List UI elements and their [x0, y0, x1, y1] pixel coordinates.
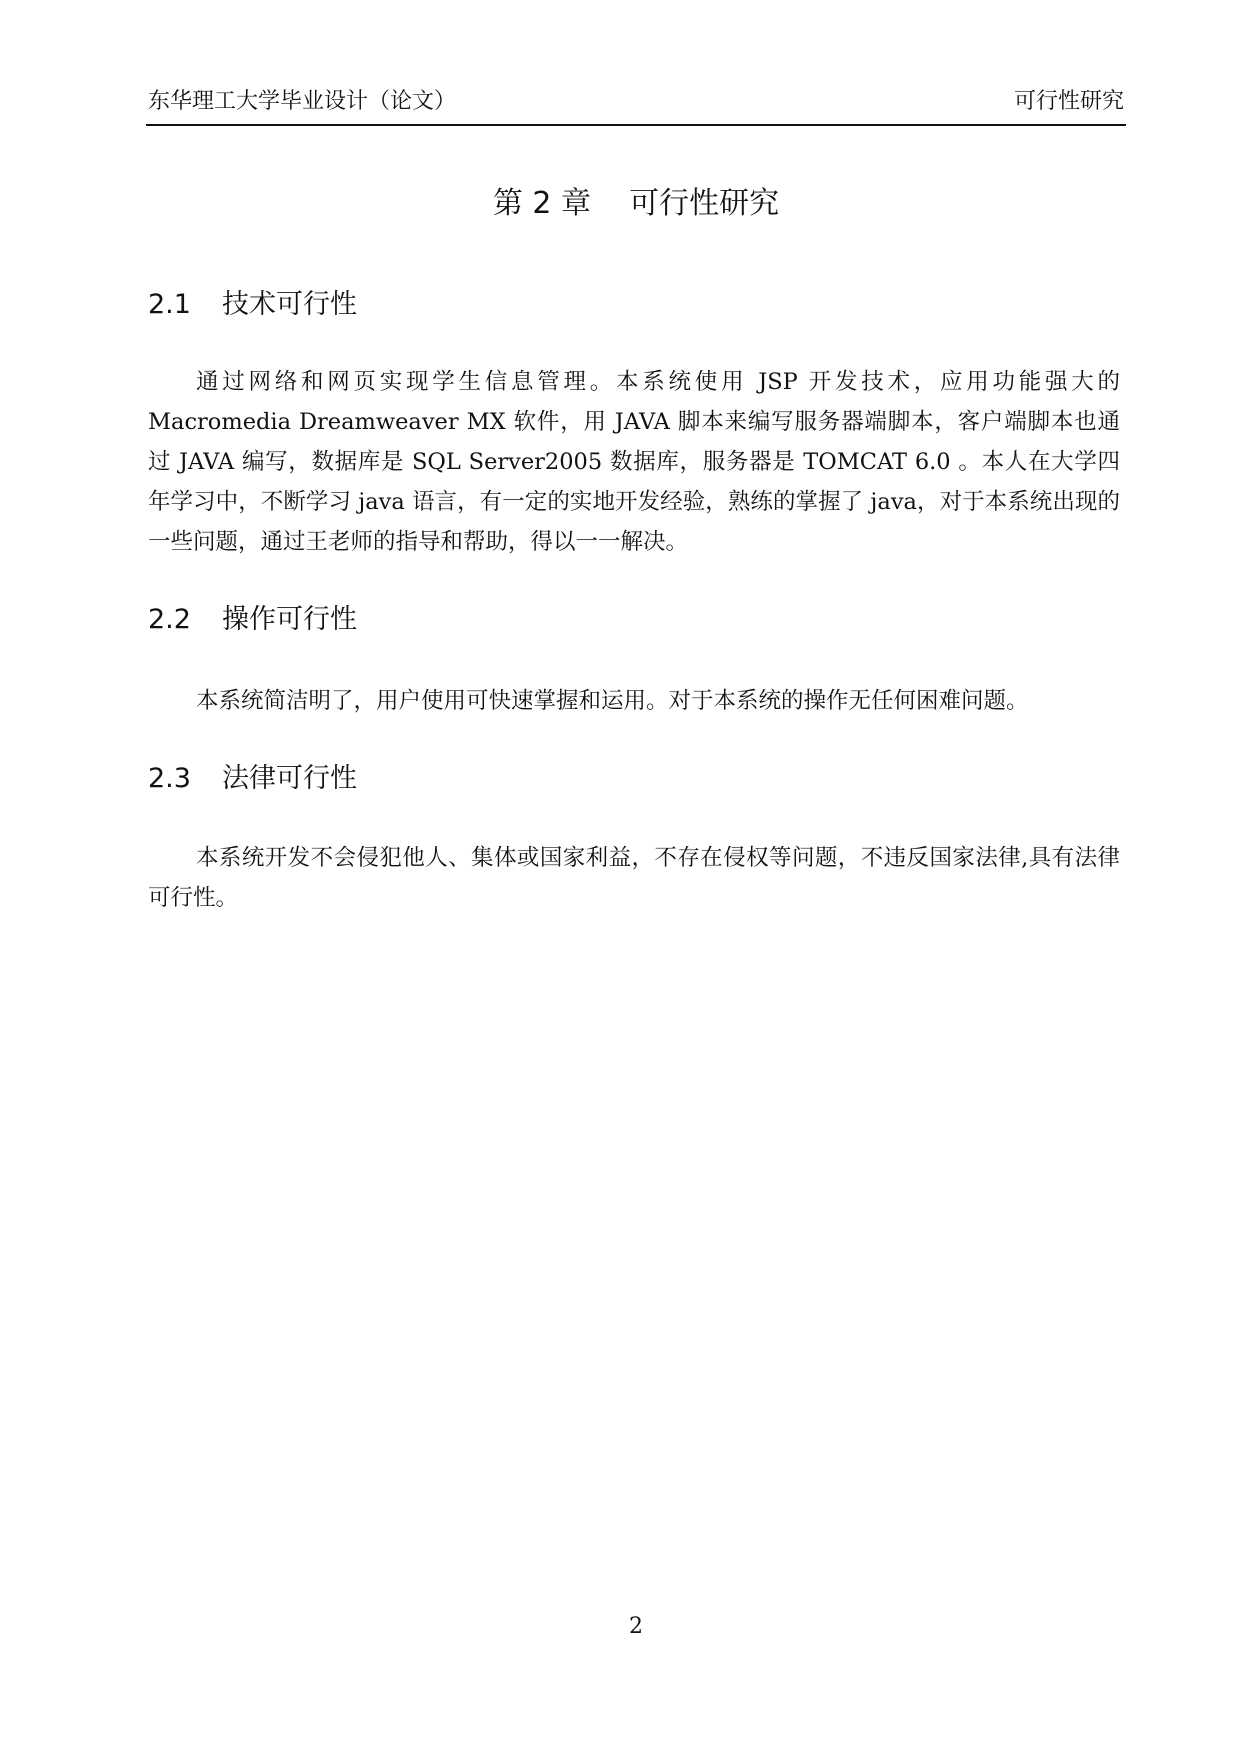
- page-number: 2: [629, 1614, 643, 1639]
- header-right-text: 可行性研究: [1013, 89, 1124, 114]
- section-paragraph-2-3: 本系统开发不会侵犯他人、集体或国家利益，不存在侵权等问题，不违反国家法律,具有法律可行性。: [148, 845, 1120, 911]
- section-number: 2.3: [148, 763, 191, 794]
- header-rule: [146, 124, 1126, 126]
- section-heading-2-1: [148, 286, 357, 324]
- section-number: 2.1: [148, 289, 191, 320]
- section-title: 技术可行性: [222, 289, 357, 320]
- section-paragraph-2-1: 通过网络和网页实现学生信息管理。本系统使用 JSP 开发技术，应用功能强大的 Macromedia Dreamweaver MX 软件，用 JAVA 脚本来编写服务器端脚本，客户端脚本也通过 JAVA 编写，数据库是 SQL Server2005 数据库，服务器是 TOMCAT 6.0 。本人在大学四年学习中，不断学习 java 语言，有一定的实地开发经验，熟练的掌握了 java，对于本系统出现的一些问题，通过王老师的指导和帮助，得以一一解决。: [148, 369, 1120, 555]
- section-heading-2-2: [148, 601, 357, 639]
- section-number: 2.2: [148, 604, 191, 635]
- header-left-text: 东华理工大学毕业设计（论文）: [148, 89, 457, 114]
- running-header: [146, 86, 1126, 118]
- section-title: 法律可行性: [222, 763, 357, 794]
- section-title: 操作可行性: [222, 604, 357, 635]
- section-paragraph-2-2: 本系统简洁明了，用户使用可快速掌握和运用。对于本系统的操作无任何困难问题。: [196, 688, 1029, 714]
- section-heading-2-3: [148, 760, 357, 798]
- chapter-title: 第 2 章 可行性研究: [492, 186, 780, 221]
